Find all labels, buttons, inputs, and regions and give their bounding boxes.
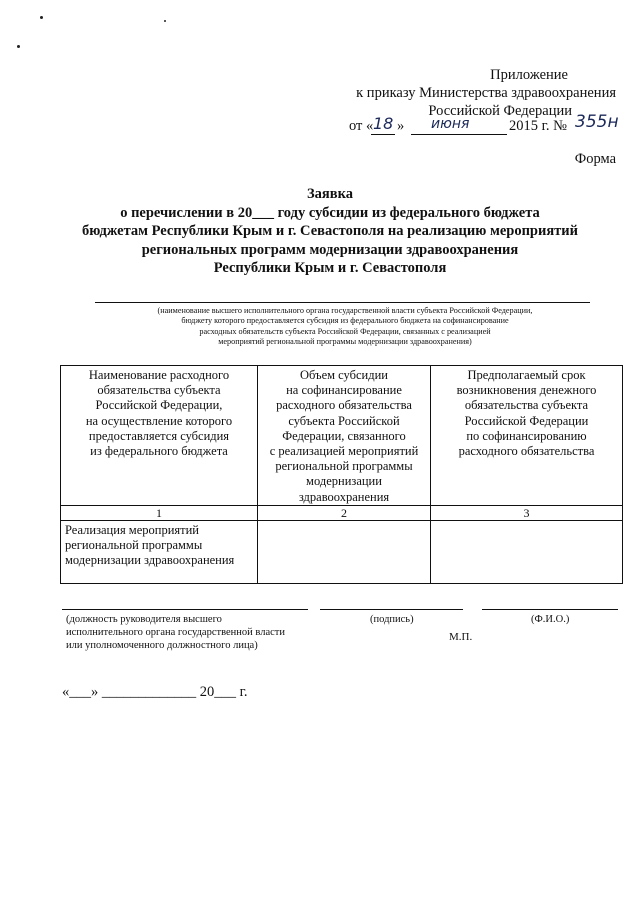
header-line: Федерации, связанного: [282, 428, 406, 443]
document-title: [60, 185, 600, 278]
signature-label: (подпись): [370, 614, 414, 625]
header-line: Наименование расходного: [88, 368, 230, 382]
order-month-underline: [411, 134, 507, 135]
scan-speck: [40, 16, 43, 19]
note-line: мероприятий региональной программы модернизации здравоохранения): [218, 337, 472, 347]
order-number-handwritten: 355н: [575, 112, 619, 132]
header-line: на софинансирование: [286, 383, 402, 398]
row-subsidy-amount-cell[interactable]: [258, 520, 431, 583]
position-field-line[interactable]: [62, 609, 308, 610]
organ-name-note: [95, 306, 595, 348]
order-month-handwritten: июня: [431, 116, 470, 132]
header-line: обязательства субъекта: [97, 383, 221, 398]
subsidy-table: [60, 365, 623, 584]
appendix-order-ref: к приказу Министерства здравоохранения: [356, 85, 616, 101]
order-from-label: от «: [349, 118, 374, 134]
signature-field-line[interactable]: [320, 609, 463, 610]
header-line: с реализацией мероприятий: [269, 444, 419, 459]
appendix-ministry: Российской Федерации: [428, 103, 572, 119]
title-line: Республики Крым и г. Севастополя: [213, 260, 447, 276]
header-line: на осуществление которого: [85, 413, 233, 428]
position-label-line: или уполномоченного должностного лица): [66, 640, 258, 651]
appendix-title: Приложение: [490, 67, 568, 83]
header-line: модернизации: [306, 474, 382, 489]
submission-date-line[interactable]: «___» _____________ 20___ г.: [62, 684, 248, 700]
title-line: о перечислении в 20___ году субсидии из федерального бюджета: [120, 204, 540, 221]
note-line: бюджету которого предоставляется субсидия из федерального бюджета на софинансирование: [181, 316, 509, 326]
column-number: 2: [258, 505, 431, 520]
fio-field-line[interactable]: [482, 609, 618, 610]
header-line: предоставляется субсидия: [88, 428, 230, 443]
forma-label: Форма: [574, 151, 616, 167]
row-expected-term-cell[interactable]: [431, 520, 623, 583]
order-date-line: [349, 114, 624, 136]
header-cell-expected-term: [431, 366, 623, 506]
fio-label: (Ф.И.О.): [531, 614, 570, 625]
column-number: 3: [431, 505, 623, 520]
table-header-row: [61, 366, 623, 506]
header-line: из федерального бюджета: [90, 444, 228, 459]
header-cell-expense-name: [61, 366, 258, 506]
column-number: 1: [61, 505, 258, 520]
note-line: расходных обязательств субъекта Российской Федерации, связанных с реализацией: [199, 326, 491, 336]
column-number-row: [61, 505, 623, 520]
organ-name-field-line: [95, 302, 590, 303]
header-line: по софинансированию: [466, 428, 587, 443]
header-cell-subsidy-amount: [258, 366, 431, 506]
header-line: расходного обязательства: [458, 444, 595, 459]
header-line: Объем субсидии: [300, 368, 388, 382]
header-line: Российской Федерации,: [95, 398, 223, 413]
position-label: [66, 613, 285, 652]
header-line: обязательства субъекта: [464, 398, 589, 413]
note-line: (наименование высшего исполнительного органа государственной власти субъекта Российской Федерации,: [157, 306, 533, 315]
row-name-line: региональной программы: [65, 538, 203, 553]
header-line: здравоохранения: [298, 489, 390, 504]
row-name-line: Реализация мероприятий: [65, 522, 199, 537]
title-line: Заявка: [307, 186, 353, 202]
header-line: Российской Федерации: [464, 413, 589, 428]
order-close-quote: »: [397, 118, 405, 134]
stamp-label: М.П.: [449, 631, 473, 643]
position-label-line: (должность руководителя высшего: [66, 614, 222, 625]
order-year-label: 2015 г. №: [509, 118, 568, 134]
table-row: [61, 520, 623, 583]
title-line: региональных программ модернизации здравоохранения: [141, 241, 519, 258]
row-expense-name: [61, 520, 258, 583]
scan-speck: [164, 20, 166, 22]
header-line: возникновения денежного: [456, 383, 597, 398]
header-line: Предполагаемый срок: [467, 368, 586, 382]
header-line: субъекта Российской: [288, 413, 400, 428]
order-day-underline: [371, 134, 395, 135]
header-line: региональной программы: [275, 459, 413, 474]
title-line: бюджетам Республики Крым и г. Севастополя на реализацию мероприятий: [81, 223, 579, 239]
scan-speck: [17, 45, 20, 48]
header-line: расходного обязательства: [276, 398, 412, 413]
order-day-handwritten: 18: [373, 114, 394, 133]
row-name-line: модернизации здравоохранения: [65, 553, 235, 568]
position-label-line: исполнительного органа государственной власти: [66, 627, 285, 638]
